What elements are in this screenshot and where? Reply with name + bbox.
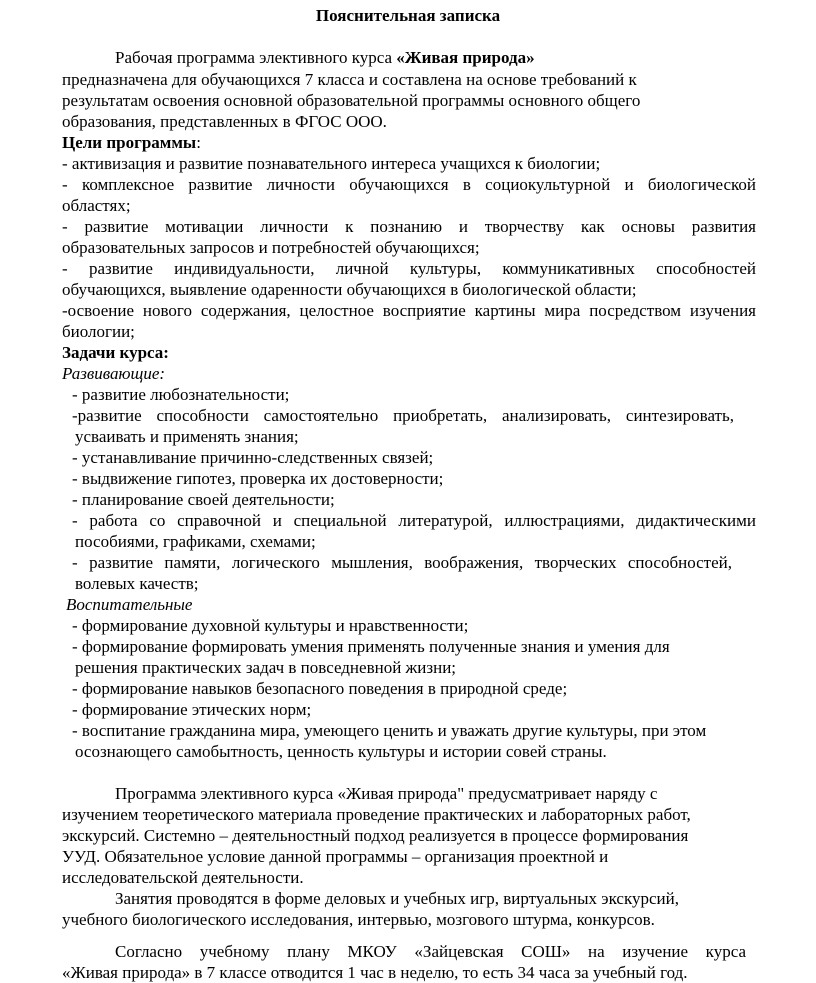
- program-line: изучением теоретического материала проведение практических и лабораторных работ,: [62, 805, 691, 824]
- program-line: исследовательской деятельности.: [62, 868, 304, 887]
- task-line: волевых качеств;: [75, 574, 199, 593]
- plan-line: Согласно учебному плану МКОУ «Зайцевская СОШ» на изучение курса: [115, 942, 746, 961]
- plan-line: «Живая природа» в 7 классе отводится 1 час в неделю, то есть 34 часа за учебный год.: [62, 963, 688, 982]
- task-line: пособиями, графиками, схемами;: [75, 532, 316, 551]
- goal-line: - развитие индивидуальности, личной культуры, коммуникативных способностей: [62, 259, 756, 278]
- task-line: -развитие способности самостоятельно приобретать, анализировать, синтезировать,: [72, 406, 734, 425]
- task-line: - планирование своей деятельности;: [72, 490, 335, 509]
- classes-line: Занятия проводятся в форме деловых и учебных игр, виртуальных экскурсий,: [115, 889, 679, 908]
- goal-line: областях;: [62, 196, 131, 215]
- task-line: осознающего самобытность, ценность культуры и истории совей страны.: [75, 742, 607, 761]
- goals-heading: Цели программы: [62, 133, 197, 152]
- intro-line-3: результатам освоения основной образовательной программы основного общего: [62, 91, 641, 110]
- task-line: - воспитание гражданина мира, умеющего ценить и уважать другие культуры, при этом: [72, 721, 707, 740]
- program-line: экскурсий. Системно – деятельностный подход реализуется в процессе формирования: [62, 826, 689, 845]
- goal-line: - развитие мотивации личности к познанию и творчеству как основы развития: [62, 217, 756, 236]
- intro-line-2: предназначена для обучающихся 7 класса и составлена на основе требований к: [62, 70, 637, 89]
- goal-line: биологии;: [62, 322, 135, 341]
- task-line: - формирование навыков безопасного поведения в природной среде;: [72, 679, 568, 698]
- task-line: - формирование формировать умения применять полученные знания и умения для: [72, 637, 670, 656]
- educational-label: Воспитательные: [66, 595, 193, 614]
- developing-label: Развивающие:: [62, 364, 166, 383]
- task-line: - устанавливание причинно-следственных связей;: [72, 448, 434, 467]
- course-name: «Живая природа»: [396, 48, 535, 67]
- goal-line: - комплексное развитие личности обучающихся в социокультурной и биологической: [62, 175, 756, 194]
- intro-line-1: [115, 47, 535, 68]
- tasks-heading: Задачи курса:: [62, 343, 169, 362]
- program-line: УУД. Обязательное условие данной программы – организация проектной и: [62, 847, 609, 866]
- task-line: решения практических задач в повседневной жизни;: [75, 658, 457, 677]
- intro-prefix: Рабочая программа элективного курса: [115, 48, 397, 67]
- goal-line: - активизация и развитие познавательного интереса учащихся к биологии;: [62, 154, 601, 173]
- goal-line: -освоение нового содержания, целостное восприятие картины мира посредством изучения: [62, 301, 756, 320]
- task-line: - развитие любознательности;: [72, 385, 290, 404]
- task-line: усваивать и применять знания;: [75, 427, 299, 446]
- goal-line: образовательных запросов и потребностей обучающихся;: [62, 238, 480, 257]
- classes-line: учебного биологического исследования, интервью, мозгового штурма, конкурсов.: [62, 910, 655, 929]
- document-title: Пояснительная записка: [315, 6, 501, 25]
- task-line: - работа со справочной и специальной литературой, иллюстрациями, дидактическими: [72, 511, 756, 530]
- goal-line: обучающихся, выявление одаренности обучающихся в биологической области;: [62, 280, 637, 299]
- goals-heading-line: [62, 132, 201, 153]
- intro-line-4: образования, представленных в ФГОС ООО.: [62, 112, 387, 131]
- goals-heading-suffix: :: [196, 133, 201, 152]
- task-line: - выдвижение гипотез, проверка их достоверности;: [72, 469, 444, 488]
- program-line: Программа элективного курса «Живая природа" предусматривает наряду с: [115, 784, 658, 803]
- task-line: - развитие памяти, логического мышления, воображения, творческих способностей,: [72, 553, 732, 572]
- task-line: - формирование духовной культуры и нравственности;: [72, 616, 469, 635]
- task-line: - формирование этических норм;: [72, 700, 312, 719]
